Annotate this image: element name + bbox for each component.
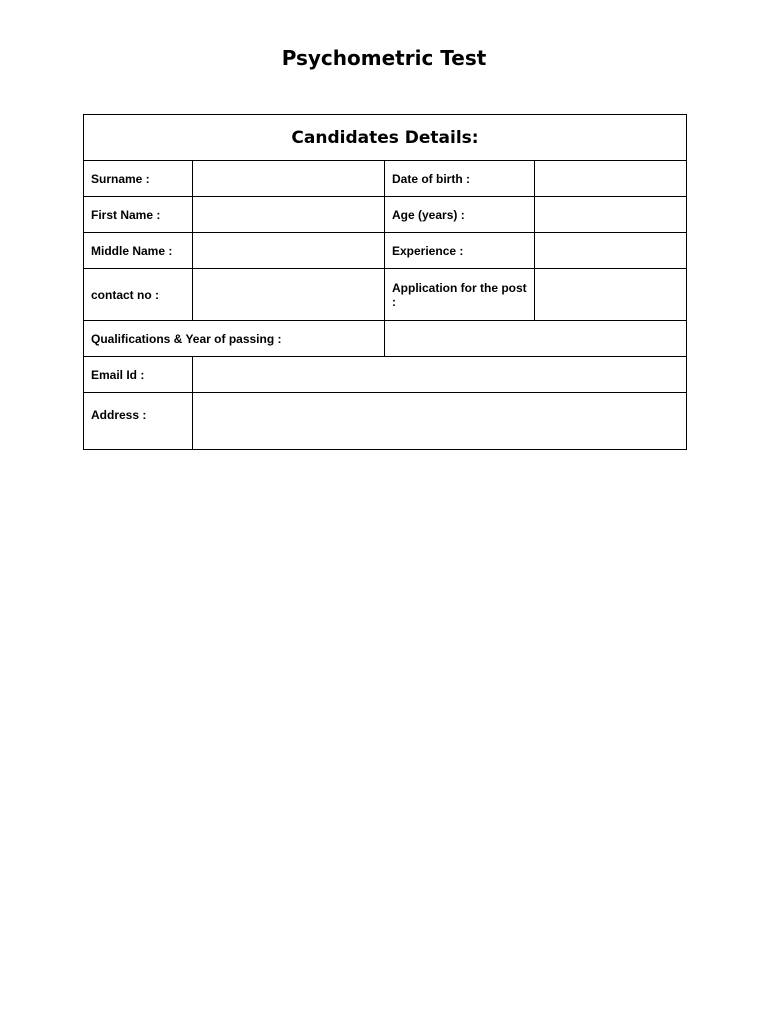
age-field[interactable] [535, 197, 687, 233]
first-name-label: First Name : [84, 197, 193, 233]
surname-label: Surname : [84, 161, 193, 197]
table-heading: Candidates Details: [84, 115, 687, 161]
middle-name-field[interactable] [193, 233, 385, 269]
contact-no-label: contact no : [84, 269, 193, 321]
email-field[interactable] [193, 357, 687, 393]
address-field[interactable] [193, 393, 687, 450]
table-row [84, 233, 687, 269]
table-row [84, 161, 687, 197]
table-row [84, 393, 687, 450]
surname-field[interactable] [193, 161, 385, 197]
application-post-label: Application for the post : [385, 269, 535, 321]
address-label: Address : [84, 393, 193, 450]
table-heading-row [84, 115, 687, 161]
email-label: Email Id : [84, 357, 193, 393]
table-row [84, 357, 687, 393]
middle-name-label: Middle Name : [84, 233, 193, 269]
candidate-details-table [83, 114, 687, 450]
experience-field[interactable] [535, 233, 687, 269]
application-post-field[interactable] [535, 269, 687, 321]
age-label: Age (years) : [385, 197, 535, 233]
experience-label: Experience : [385, 233, 535, 269]
table-row [84, 269, 687, 321]
table-row [84, 197, 687, 233]
page-title: Psychometric Test [281, 46, 487, 70]
table-row [84, 321, 687, 357]
qualifications-label: Qualifications & Year of passing : [84, 321, 385, 357]
date-of-birth-label: Date of birth : [385, 161, 535, 197]
first-name-field[interactable] [193, 197, 385, 233]
date-of-birth-field[interactable] [535, 161, 687, 197]
contact-no-field[interactable] [193, 269, 385, 321]
qualifications-field[interactable] [385, 321, 687, 357]
